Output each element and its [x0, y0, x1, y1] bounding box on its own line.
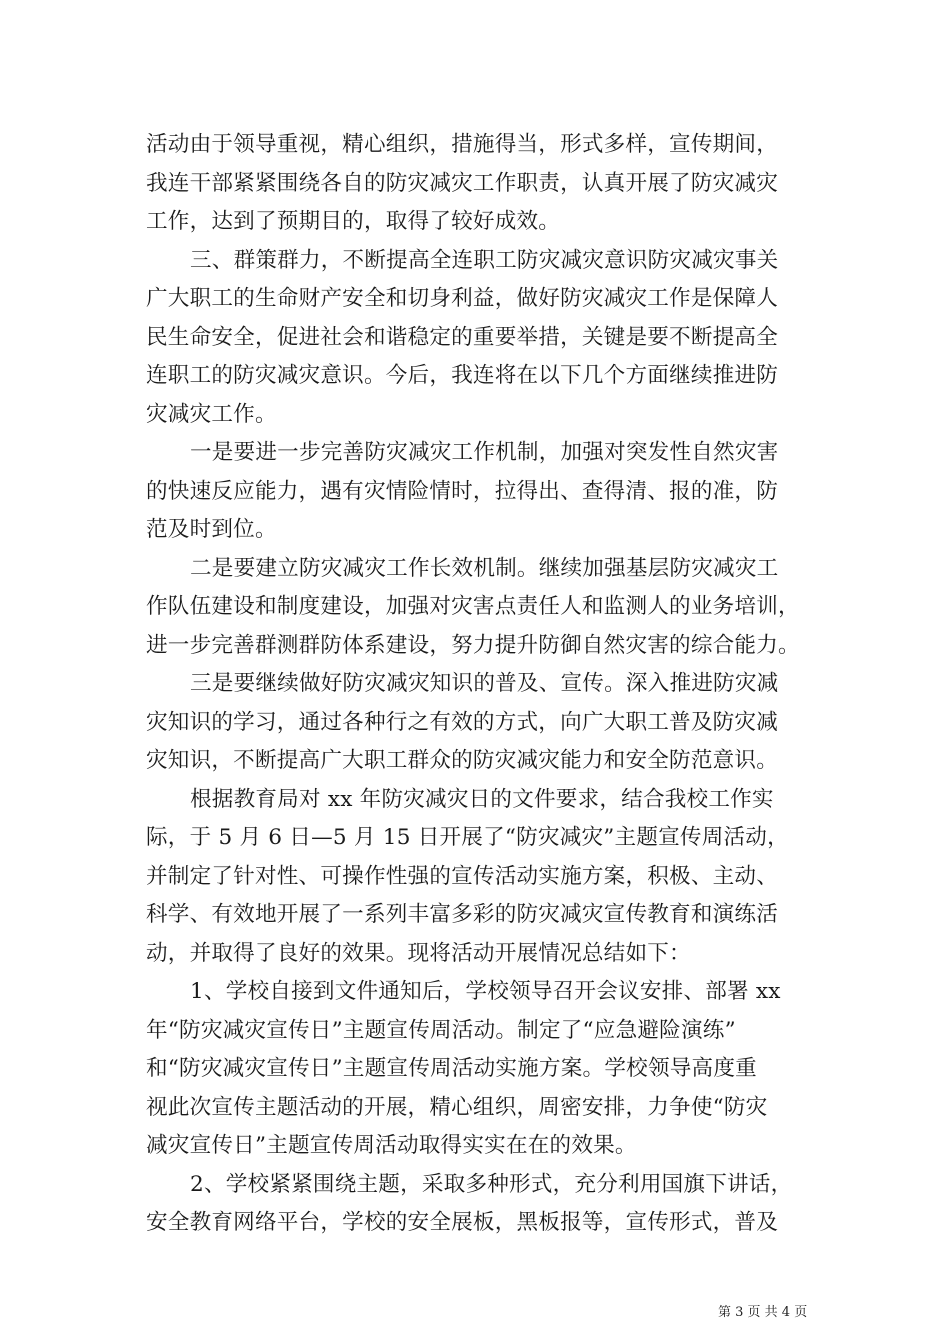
paragraph-line: 际，于 5 月 6 日—5 月 15 日开展了“防灾减灾”主题宣传周活动， — [146, 825, 789, 850]
paragraph-first-line: 二是要建立防灾减灾工作长效机制。继续加强基层防灾减灾工 — [190, 555, 779, 581]
paragraph-line: 科学、有效地开展了一系列丰富多彩的防灾减灾宣传教育和演练活 — [146, 902, 779, 927]
page-number: 第 3 页 共 4 页 — [718, 1305, 808, 1320]
paragraph-line: 减灾宣传日”主题宣传周活动取得实实在在的效果。 — [146, 1133, 637, 1158]
paragraph-line: 范及时到位。 — [146, 517, 277, 542]
paragraph-line: 作队伍建设和制度建设，加强对灾害点责任人和监测人的业务培训， — [146, 594, 800, 619]
paragraph-line: 连职工的防灾减灾意识。今后，我连将在以下几个方面继续推进防 — [146, 363, 779, 388]
paragraph-first-line: 2、学校紧紧围绕主题，采取多种形式，充分利用国旗下讲话， — [190, 1171, 793, 1197]
paragraph-line: 动，并取得了良好的效果。现将活动开展情况总结如下： — [146, 940, 691, 966]
paragraph-line: 灾知识的学习，通过各种行之有效的方式，向广大职工普及防灾减 — [146, 709, 779, 735]
paragraph-line: 灾减灾工作。 — [146, 401, 277, 427]
paragraph-first-line: 1、学校自接到文件通知后，学校领导召开会议安排、部署 xx — [190, 979, 781, 1004]
paragraph-first-line: 根据教育局对 xx 年防灾减灾日的文件要求，结合我校工作实 — [190, 786, 774, 812]
paragraph-first-line: 一是要进一步完善防灾减灾工作机制，加强对突发性自然灾害 — [190, 440, 779, 465]
paragraph-line: 的快速反应能力，遇有灾情险情时，拉得出、查得清、报的准，防 — [146, 478, 779, 504]
paragraph-first-line: 三、群策群力，不断提高全连职工防灾减灾意识防灾减灾事关 — [190, 247, 779, 273]
paragraph-line: 工作，达到了预期目的，取得了较好成效。 — [146, 209, 561, 234]
paragraph-line: 活动由于领导重视，精心组织，措施得当，形式多样，宣传期间， — [146, 132, 779, 157]
paragraph-line: 视此次宣传主题活动的开展，精心组织，周密安排，力争使“防灾 — [146, 1094, 768, 1120]
paragraph-line: 安全教育网络平台，学校的安全展板，黑板报等，宣传形式，普及 — [146, 1210, 779, 1235]
paragraph-line: 并制定了针对性、可操作性强的宣传活动实施方案，积极、主动、 — [146, 863, 779, 889]
paragraph-first-line: 三是要继续做好防灾减灾知识的普及、宣传。深入推进防灾减 — [190, 671, 779, 696]
paragraph-line: 和“防灾减灾宣传日”主题宣传周活动实施方案。学校领导高度重 — [146, 1056, 757, 1081]
paragraph-line: 民生命安全，促进社会和谐稳定的重要举措，关键是要不断提高全 — [146, 324, 779, 350]
paragraph-line: 广大职工的生命财产安全和切身利益，做好防灾减灾工作是保障人 — [146, 286, 779, 311]
document-body — [146, 126, 816, 1243]
paragraph-line: 灾知识，不断提高广大职工群众的防灾减灾能力和安全防范意识。 — [146, 748, 779, 773]
paragraph-line: 年“防灾减灾宣传日”主题宣传周活动。制定了“应急避险演练” — [146, 1017, 736, 1043]
paragraph-line: 我连干部紧紧围绕各自的防灾减灾工作职责，认真开展了防灾减灾 — [146, 170, 779, 196]
paragraph-line: 进一步完善群测群防体系建设，努力提升防御自然灾害的综合能力。 — [146, 632, 800, 658]
